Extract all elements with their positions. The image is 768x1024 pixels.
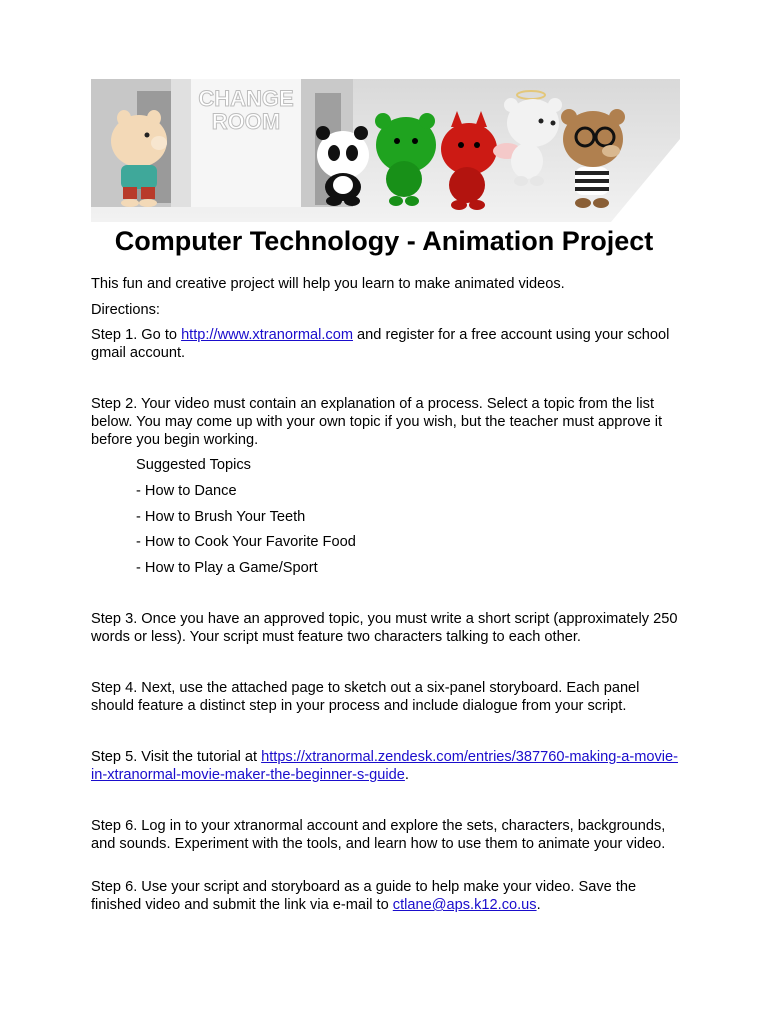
topic-item: - How to Cook Your Favorite Food [136, 534, 356, 550]
email-link[interactable]: ctlane@aps.k12.co.us [392, 897, 537, 913]
topic-item: - How to Dance [136, 483, 237, 499]
step-6-explore-paragraph: Step 6. Log in to your xtranormal account and explore the sets, characters, backgrounds, and sounds. Experiment with the tools, and learn how to use them to animate your video. [91, 818, 666, 852]
sign-line2: ROOM [211, 109, 281, 134]
step-6-suffix: . [536, 897, 541, 913]
step-4-paragraph: Step 4. Next, use the attached page to sketch out a six-panel storyboard. Each panel should feature a distinct step in your process and include dialogue from your script. [91, 680, 640, 714]
tutorial-link[interactable]: https://xtranormal.zendesk.com/entries/387760-making-a-movie-in-xtranormal-movie-maker-the-beginner-s-guide [91, 749, 679, 783]
step-5-suffix: . [404, 767, 409, 783]
sign-line1: CHANGE [198, 86, 294, 111]
xtranormal-link[interactable]: http://www.xtranormal.com [181, 327, 353, 343]
step-5-paragraph [91, 748, 681, 784]
step-6-prefix: Step 6. Use your script and storyboard as a guide to help make your video. Save the finished video and submit the link via e-mail to [91, 879, 637, 913]
step-5-prefix: Step 5. Visit the tutorial at [91, 749, 262, 765]
step-3-paragraph: Step 3. Once you have an approved topic, you must write a short script (approximately 250 words or less). Your script must feature two characters talking to each other. [91, 611, 678, 645]
change-room-sign [191, 79, 301, 207]
step-6-submit-paragraph [91, 878, 681, 914]
step-1-prefix: Step 1. Go to [91, 327, 182, 343]
step-2-paragraph: Step 2. Your video must contain an explanation of a process. Select a topic from the list below. You may come up with your own topic if you wish, but the teacher must approve it before you begin working. [91, 396, 663, 448]
topic-item: - How to Brush Your Teeth [136, 509, 306, 525]
intro-paragraph: This fun and creative project will help you learn to make animated videos. [91, 276, 565, 292]
topic-item: - How to Play a Game/Sport [136, 560, 318, 576]
step-1-paragraph [91, 326, 681, 362]
page-title: Computer Technology - Animation Project [114, 226, 654, 256]
directions-label: Directions: [91, 302, 160, 318]
header-banner-image [91, 79, 680, 222]
step-1-suffix: and register for a free account using your school gmail account. [91, 327, 670, 361]
topics-heading: Suggested Topics [136, 457, 251, 473]
